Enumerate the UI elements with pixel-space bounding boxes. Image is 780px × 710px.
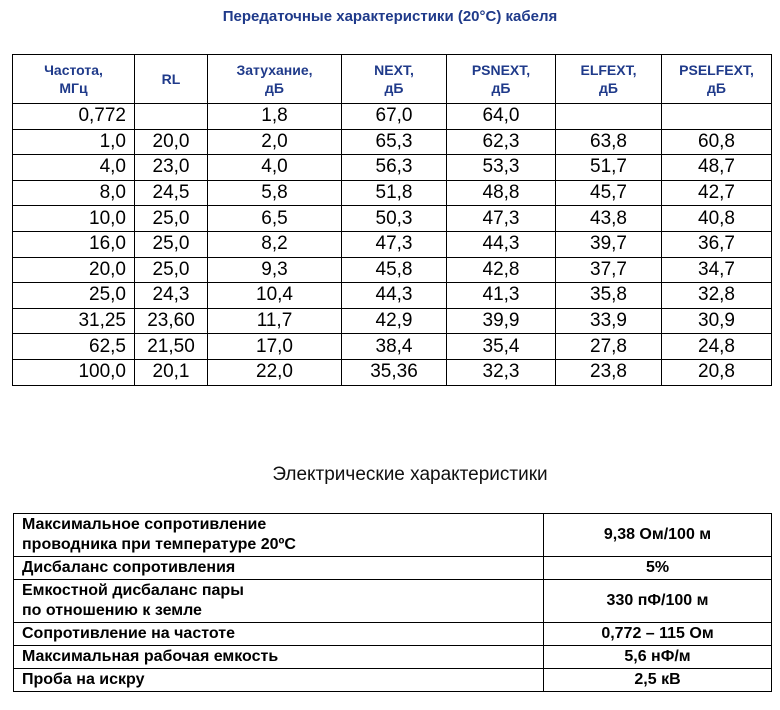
table-cell: 33,9	[556, 308, 662, 334]
parameter-label	[14, 623, 544, 646]
table-cell: 67,0	[342, 104, 447, 130]
parameter-label	[14, 557, 544, 580]
table-cell: 23,0	[135, 155, 208, 181]
table-row	[13, 104, 772, 130]
table-cell: 27,8	[556, 334, 662, 360]
table-cell: 11,7	[208, 308, 342, 334]
table-row	[14, 514, 772, 557]
table-row	[14, 646, 772, 669]
table-cell: 25,0	[135, 231, 208, 257]
table-cell: 53,3	[447, 155, 556, 181]
table-row	[13, 155, 772, 181]
header-cell	[342, 55, 447, 104]
header-text: дБ	[707, 80, 726, 96]
table-cell: 6,5	[208, 206, 342, 232]
table-cell: 42,8	[447, 257, 556, 283]
table-cell: 48,7	[662, 155, 772, 181]
parameter-label	[14, 646, 544, 669]
parameter-label-line: Сопротивление на частоте	[22, 625, 235, 642]
parameter-value: 330 пФ/100 м	[544, 580, 772, 623]
header-text: Частота,	[44, 62, 103, 78]
table-row	[13, 308, 772, 334]
table-cell: 24,3	[135, 283, 208, 309]
table-cell: 35,4	[447, 334, 556, 360]
table-cell: 2,0	[208, 129, 342, 155]
table-cell: 34,7	[662, 257, 772, 283]
table-cell: 25,0	[135, 257, 208, 283]
parameter-label-line: Максимальная рабочая емкость	[22, 648, 279, 665]
parameter-value: 0,772 – 115 Ом	[544, 623, 772, 646]
header-text: RL	[161, 71, 181, 87]
table-cell: 17,0	[208, 334, 342, 360]
header-text: PSELFEXT,	[679, 62, 754, 78]
parameter-label	[14, 514, 544, 557]
table-cell: 24,5	[135, 180, 208, 206]
table-cell: 31,25	[13, 308, 135, 334]
table-cell: 48,8	[447, 180, 556, 206]
transmission-header-row	[13, 55, 772, 104]
table-cell: 50,3	[342, 206, 447, 232]
table-cell: 20,1	[135, 359, 208, 385]
table-cell: 45,8	[342, 257, 447, 283]
table-cell: 41,3	[447, 283, 556, 309]
table-row	[14, 557, 772, 580]
header-text: NEXT,	[374, 62, 414, 78]
parameter-label	[14, 580, 544, 623]
table-row	[13, 206, 772, 232]
transmission-title: Передаточные характеристики (20°С) кабеля	[222, 8, 558, 25]
table-cell	[662, 104, 772, 130]
parameter-label-line: Дисбаланс сопротивления	[22, 559, 236, 576]
table-cell: 4,0	[13, 155, 135, 181]
header-cell	[662, 55, 772, 104]
header-cell	[135, 55, 208, 104]
table-cell: 38,4	[342, 334, 447, 360]
table-cell: 42,7	[662, 180, 772, 206]
table-cell: 30,9	[662, 308, 772, 334]
table-cell: 20,0	[13, 257, 135, 283]
table-cell: 25,0	[135, 206, 208, 232]
table-cell: 1,0	[13, 129, 135, 155]
table-cell: 47,3	[342, 231, 447, 257]
table-cell: 20,0	[135, 129, 208, 155]
table-cell: 51,8	[342, 180, 447, 206]
table-cell: 63,8	[556, 129, 662, 155]
table-cell: 8,2	[208, 231, 342, 257]
header-text: дБ	[265, 80, 284, 96]
table-row	[14, 669, 772, 692]
table-cell: 51,7	[556, 155, 662, 181]
parameter-value: 9,38 Ом/100 м	[544, 514, 772, 557]
table-cell: 44,3	[342, 283, 447, 309]
header-cell	[208, 55, 342, 104]
header-cell	[447, 55, 556, 104]
table-cell: 45,7	[556, 180, 662, 206]
table-cell: 10,4	[208, 283, 342, 309]
header-text: PSNEXT,	[471, 62, 531, 78]
table-cell: 1,8	[208, 104, 342, 130]
table-row	[13, 129, 772, 155]
header-text: МГц	[59, 80, 88, 96]
table-cell	[135, 104, 208, 130]
table-row	[13, 231, 772, 257]
table-cell: 60,8	[662, 129, 772, 155]
parameter-label	[14, 669, 544, 692]
table-cell: 20,8	[662, 359, 772, 385]
table-row	[13, 283, 772, 309]
table-cell: 64,0	[447, 104, 556, 130]
header-text: Затухание,	[236, 62, 313, 78]
table-cell: 43,8	[556, 206, 662, 232]
header-text: дБ	[491, 80, 511, 96]
parameter-label-line: проводника при температуре 20ºС	[22, 536, 296, 553]
table-cell: 32,3	[447, 359, 556, 385]
header-cell	[556, 55, 662, 104]
transmission-table	[12, 54, 772, 386]
table-cell: 32,8	[662, 283, 772, 309]
header-text: дБ	[599, 80, 618, 96]
table-cell: 62,5	[13, 334, 135, 360]
table-cell: 9,3	[208, 257, 342, 283]
table-cell: 42,9	[342, 308, 447, 334]
table-cell: 16,0	[13, 231, 135, 257]
header-cell	[13, 55, 135, 104]
table-cell: 47,3	[447, 206, 556, 232]
table-cell: 36,7	[662, 231, 772, 257]
table-cell: 23,8	[556, 359, 662, 385]
table-row	[14, 623, 772, 646]
table-cell: 22,0	[208, 359, 342, 385]
table-cell: 44,3	[447, 231, 556, 257]
table-cell: 8,0	[13, 180, 135, 206]
table-cell: 65,3	[342, 129, 447, 155]
table-row	[13, 257, 772, 283]
table-cell: 62,3	[447, 129, 556, 155]
parameter-label-line: по отношению к земле	[22, 602, 202, 619]
table-cell: 5,8	[208, 180, 342, 206]
table-row	[13, 359, 772, 385]
parameter-value: 5%	[544, 557, 772, 580]
table-cell: 0,772	[13, 104, 135, 130]
table-cell: 39,9	[447, 308, 556, 334]
header-text: дБ	[384, 80, 404, 96]
table-row	[13, 334, 772, 360]
parameter-value: 5,6 нФ/м	[544, 646, 772, 669]
table-cell: 35,36	[342, 359, 447, 385]
table-cell: 37,7	[556, 257, 662, 283]
table-cell: 21,50	[135, 334, 208, 360]
table-cell: 100,0	[13, 359, 135, 385]
table-cell: 39,7	[556, 231, 662, 257]
table-cell: 23,60	[135, 308, 208, 334]
table-cell: 24,8	[662, 334, 772, 360]
parameter-label-line: Максимальное сопротивление	[22, 516, 267, 533]
table-cell: 35,8	[556, 283, 662, 309]
parameter-value: 2,5 кВ	[544, 669, 772, 692]
table-cell: 56,3	[342, 155, 447, 181]
electrical-table	[13, 513, 772, 692]
table-cell	[556, 104, 662, 130]
parameter-label-line: Емкостной дисбаланс пары	[22, 582, 244, 599]
table-cell: 40,8	[662, 206, 772, 232]
electrical-title: Электрические характеристики	[272, 464, 548, 485]
table-row	[13, 180, 772, 206]
table-row	[14, 580, 772, 623]
table-cell: 4,0	[208, 155, 342, 181]
table-cell: 25,0	[13, 283, 135, 309]
table-cell: 10,0	[13, 206, 135, 232]
header-text: ELFEXT,	[580, 62, 637, 78]
parameter-label-line: Проба на искру	[22, 671, 145, 688]
